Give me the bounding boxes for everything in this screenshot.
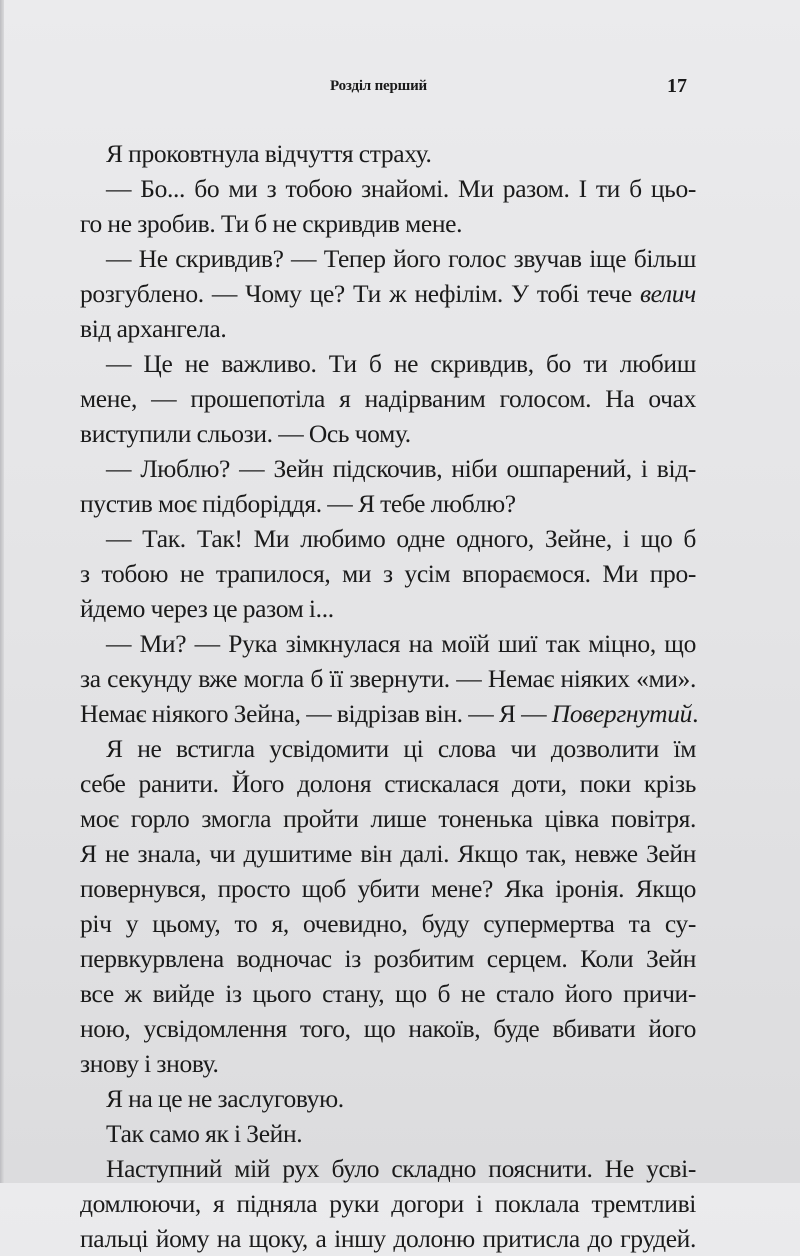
text-line: пальці йому на щоку, а іншу долоню притисла до грудей. — [80, 1224, 696, 1253]
text-line: Я проковтнула відчуття страху. — [106, 139, 432, 168]
text-line: моє горло змогла пройти лише тоненька цівка повітря. — [80, 804, 696, 833]
italic-word: велич — [639, 279, 696, 308]
text-segment: . — [692, 699, 699, 728]
text-line: йдемо через це разом і... — [80, 594, 334, 623]
text-line: — Бо... бо ми з тобою знайомі. Ми разом. І ти б цьо- — [106, 174, 696, 203]
text-line: все ж вийде із цього стану, що б не стало його причи- — [80, 979, 696, 1008]
text-line — [80, 696, 699, 731]
page-number: 17 — [667, 75, 687, 97]
text-line: — Не скривдив? — Тепер його голос звучав іще більш — [106, 244, 696, 273]
text-line: первкурвлена водночас із розбитим серцем. Коли Зейн — [80, 944, 696, 973]
italic-word: Повергнутий — [551, 699, 693, 728]
text-line: — Люблю? — Зейн підскочив, ніби ошпарений, і від- — [106, 454, 696, 483]
text-line: ною, усвідомлення того, що накоїв, буде вбивати його — [80, 1014, 696, 1043]
text-segment: розгублено. — Чому це? Ти ж нефілім. У тобі тече — [80, 279, 640, 308]
text-line: — Так. Так! Ми любимо одне одного, Зейне, і що б — [106, 524, 696, 553]
text-line: Я не встигла усвідомити ці слова чи дозволити їм — [106, 734, 696, 763]
text-line: Так само як і Зейн. — [106, 1119, 303, 1148]
running-title: Розділ перший — [330, 78, 427, 94]
text-line: Я не знала, чи душитиме він далі. Якщо так, невже Зейн — [80, 839, 696, 868]
text-line — [80, 276, 696, 311]
text-line: виступили сльози. — Ось чому. — [80, 419, 411, 448]
page-header — [0, 75, 800, 102]
text-line: за секунду вже могла б її звернути. — Немає ніяких «ми». — [80, 664, 696, 693]
text-line: від архангела. — [80, 314, 227, 343]
text-line: з тобою не трапилося, ми з усім впораємося. Ми про- — [80, 559, 696, 588]
text-line: пустив моє підборіддя. — Я тебе люблю? — [80, 489, 516, 518]
text-line: домлюючи, я підняла руки догори і поклала тремтливі — [80, 1189, 696, 1218]
text-line: річ у цьому, то я, очевидно, буду супермертва та су- — [80, 909, 696, 938]
text-line: го не зробив. Ти б не скривдив мене. — [80, 209, 463, 238]
text-line: знову і знову. — [80, 1049, 219, 1078]
body-text — [80, 136, 699, 1256]
text-line: — Це не важливо. Ти б не скривдив, бо ти любиш — [106, 349, 696, 378]
text-line: себе ранити. Його долоня стискалася доти, поки крізь — [80, 769, 696, 798]
text-line: повернувся, просто щоб убити мене? Яка іронія. Якщо — [80, 874, 696, 903]
text-line: Наступний мій рух було складно пояснити. Не усві- — [106, 1154, 696, 1183]
text-line: Я на це не заслуговую. — [106, 1084, 344, 1113]
text-line: — Ми? — Рука зімкнулася на моїй шиї так міцно, що — [106, 629, 696, 658]
text-segment: Немає ніякого Зейна, — відрізав він. — Я — — [80, 699, 552, 728]
page-edge — [0, 0, 4, 1183]
text-line: мене, — прошепотіла я надірваним голосом. На очах — [80, 384, 696, 413]
